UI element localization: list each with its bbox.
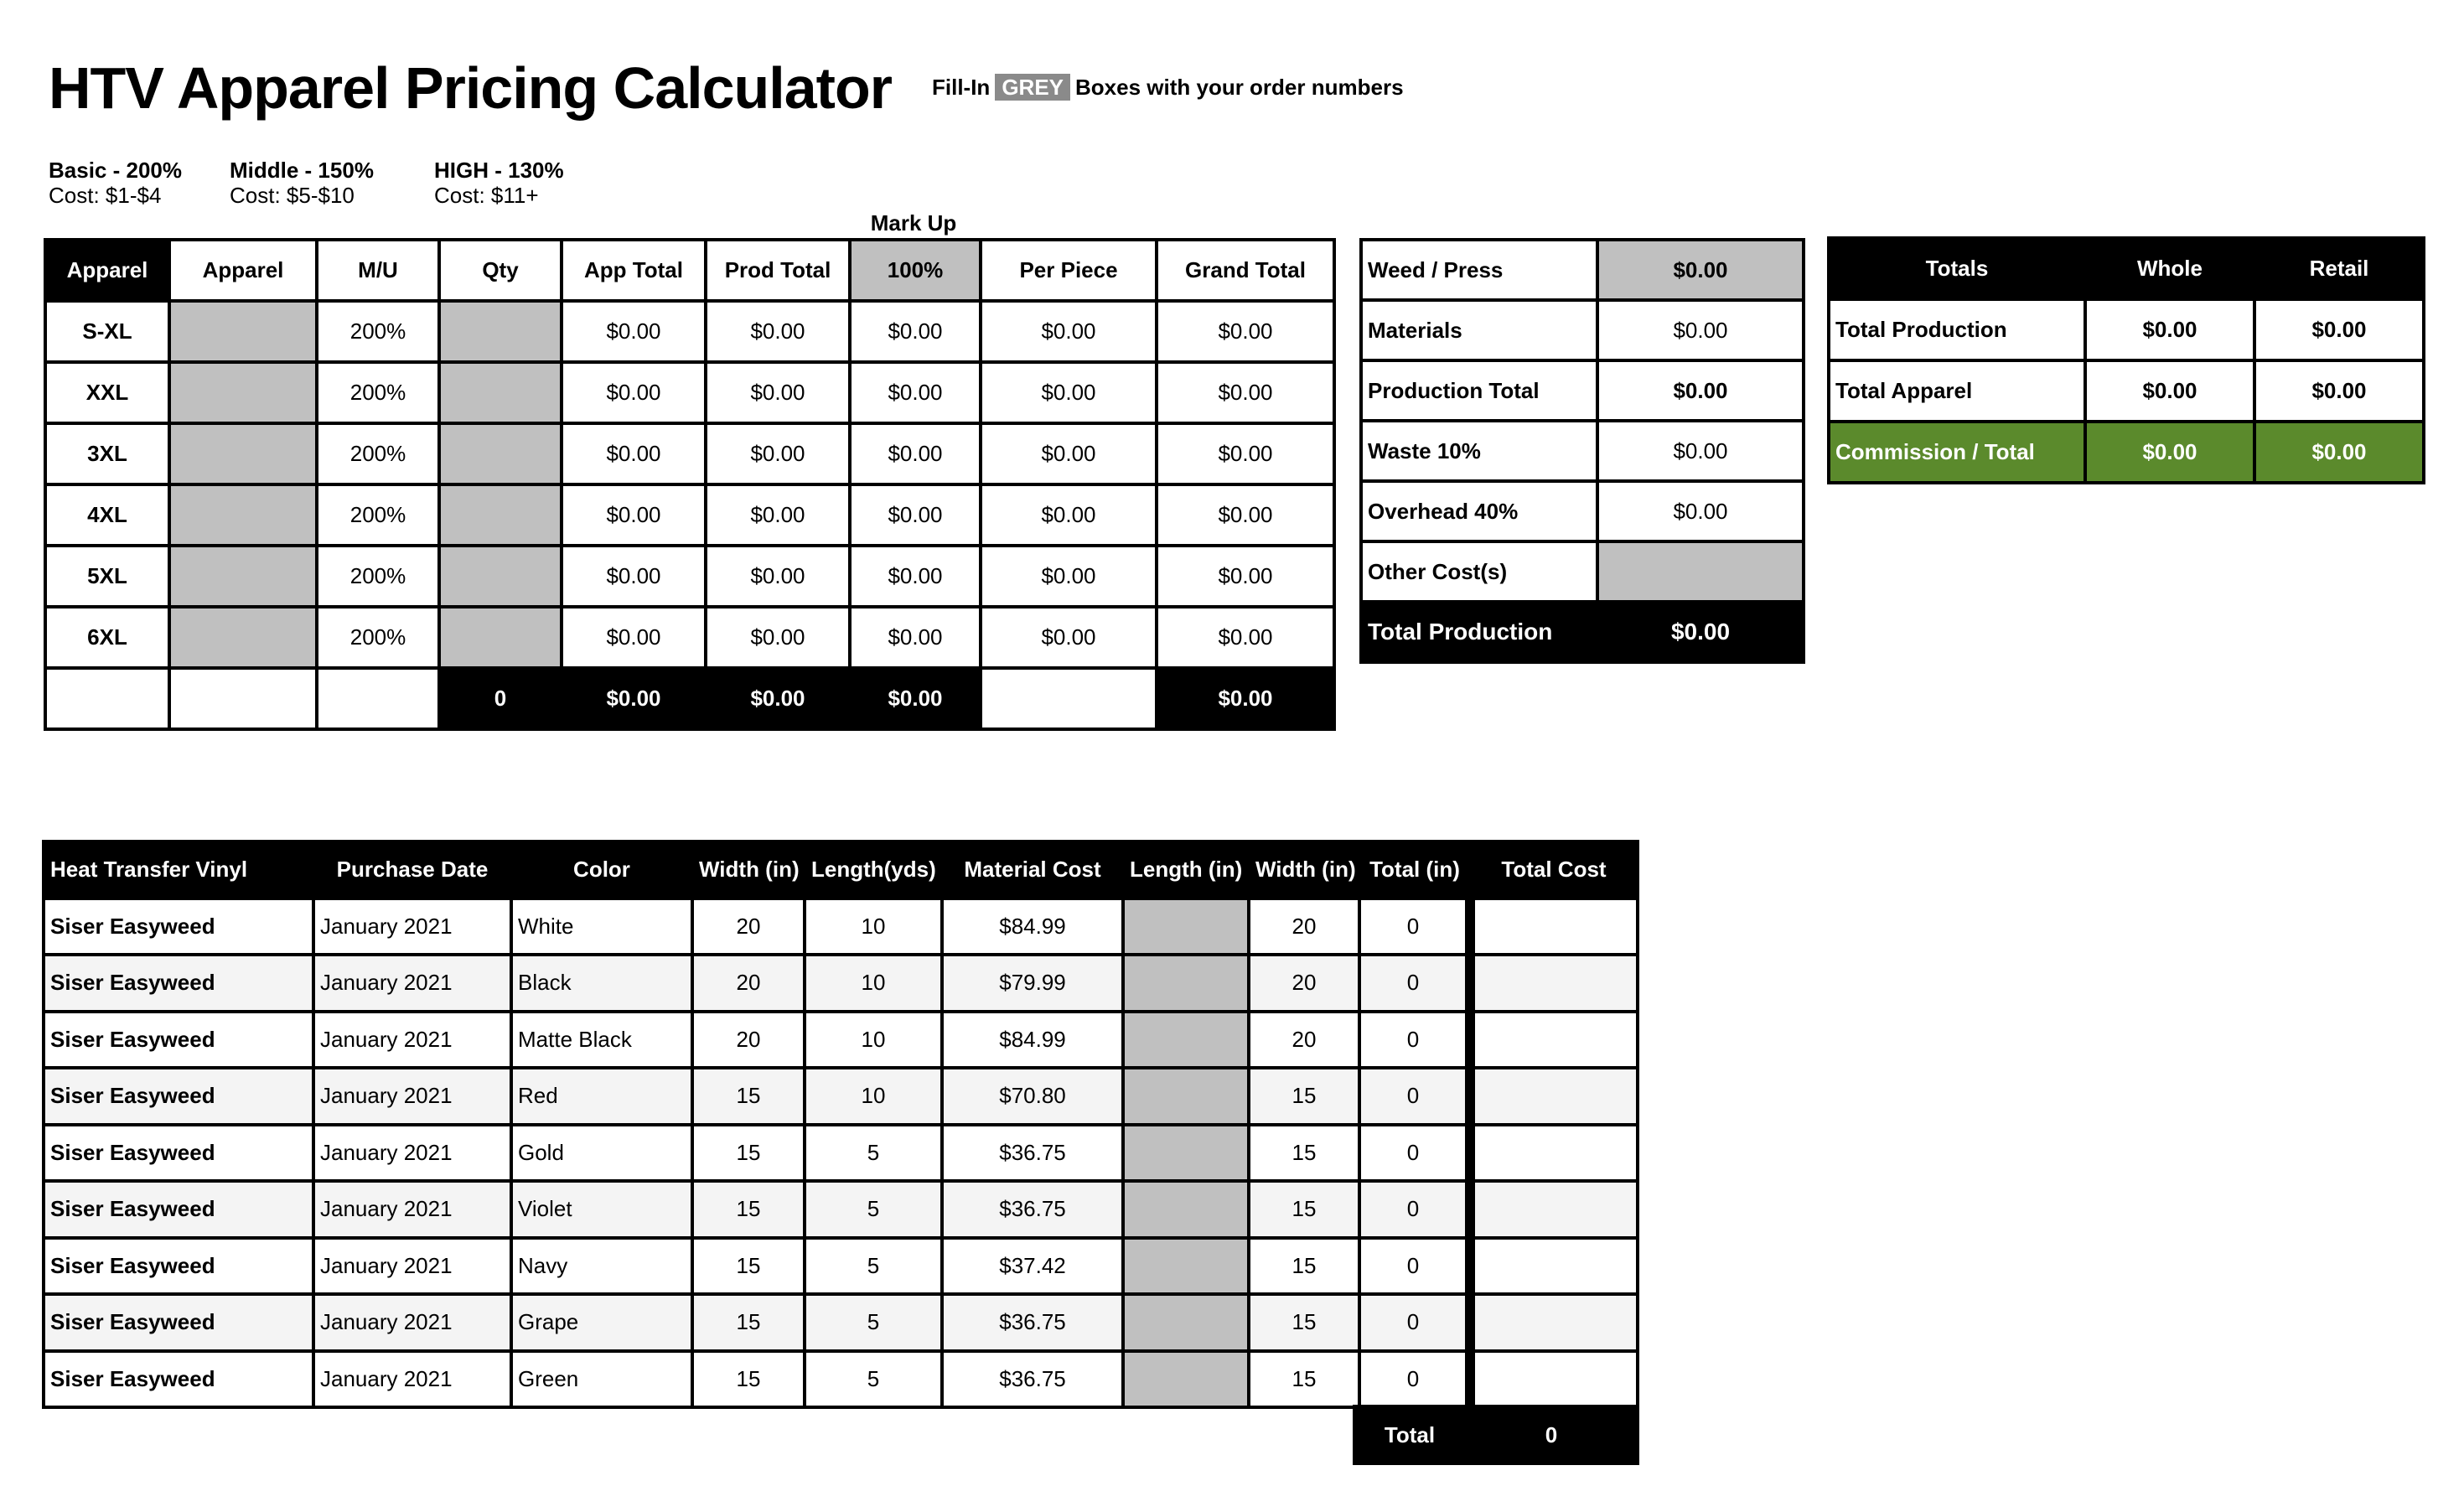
material-cost: $84.99 (942, 1012, 1123, 1069)
qty-input[interactable] (439, 607, 562, 668)
total-in: 0 (1359, 1012, 1470, 1069)
apparel-cost-input[interactable] (169, 607, 317, 668)
width-in: 15 (1249, 1294, 1359, 1351)
mu-cell: 200% (317, 607, 439, 668)
width-in: 20 (1249, 1012, 1359, 1069)
total-in: 0 (1359, 1351, 1470, 1408)
vinyl-name: Siser Easyweed (44, 1238, 313, 1295)
vinyl-color: Matte Black (511, 1012, 692, 1069)
prod-total-cell: $0.00 (706, 607, 850, 668)
overhead-label: Overhead 40% (1361, 481, 1597, 541)
app-total-cell: $0.00 (562, 546, 706, 607)
roll-width: 15 (692, 1351, 805, 1408)
width-in: 15 (1249, 1068, 1359, 1125)
total-in: 0 (1359, 1238, 1470, 1295)
total-in: 0 (1359, 1068, 1470, 1125)
markup-caption: Mark Up (870, 210, 957, 236)
qty-input[interactable] (439, 362, 562, 423)
roll-length-yds: 5 (805, 1238, 942, 1295)
vinyl-color: Red (511, 1068, 692, 1125)
purchase-date: January 2021 (313, 1181, 511, 1238)
size-cell: 6XL (45, 607, 169, 668)
total-cost (1470, 1012, 1638, 1069)
col-header-width: Width (in) (692, 841, 805, 898)
size-cell: XXL (45, 362, 169, 423)
vinyl-name: Siser Easyweed (44, 1351, 313, 1408)
tier-cost: Cost: $5-$10 (230, 183, 355, 208)
markup-cell: $0.00 (850, 423, 981, 484)
vinyl-color: White (511, 898, 692, 955)
roll-width: 15 (692, 1238, 805, 1295)
empty-cell (317, 668, 439, 729)
htv-header-row (44, 841, 1638, 898)
other-costs-input[interactable] (1597, 541, 1804, 602)
vinyl-color: Grape (511, 1294, 692, 1351)
material-cost: $79.99 (942, 955, 1123, 1012)
length-in-input[interactable] (1123, 1012, 1249, 1069)
tier-basic (49, 158, 182, 208)
tier-high (434, 158, 564, 208)
app-total-cell: $0.00 (562, 607, 706, 668)
width-in: 20 (1249, 955, 1359, 1012)
per-piece-cell: $0.00 (981, 362, 1157, 423)
material-cost: $70.80 (942, 1068, 1123, 1125)
total-apparel-whole: $0.00 (2085, 360, 2254, 422)
app-total-cell: $0.00 (562, 423, 706, 484)
width-in: 15 (1249, 1238, 1359, 1295)
table-row (1361, 240, 1804, 300)
materials-label: Materials (1361, 300, 1597, 360)
totals-header-row (1829, 238, 2424, 299)
col-header-total-in: Total (in) (1359, 841, 1470, 898)
mu-cell: 200% (317, 301, 439, 362)
total-production-label: Total Production (1829, 299, 2085, 360)
total-in: 0 (1359, 955, 1470, 1012)
roll-width: 20 (692, 1012, 805, 1069)
qty-total-cell: 0 (439, 668, 562, 729)
markup-cell: $0.00 (850, 301, 981, 362)
mu-cell: 200% (317, 423, 439, 484)
total-production-whole: $0.00 (2085, 299, 2254, 360)
empty-cell (45, 668, 169, 729)
roll-length-yds: 10 (805, 955, 942, 1012)
empty-cell (169, 668, 317, 729)
htv-total-table (1353, 1405, 1639, 1465)
col-header-per-piece: Per Piece (981, 240, 1157, 301)
apparel-totals-row (45, 668, 1334, 729)
commission-whole: $0.00 (2085, 422, 2254, 483)
length-in-input[interactable] (1123, 1068, 1249, 1125)
qty-input[interactable] (439, 484, 562, 546)
roll-length-yds: 5 (805, 1294, 942, 1351)
vinyl-name: Siser Easyweed (44, 1181, 313, 1238)
table-row (1829, 360, 2424, 422)
production-cost-table (1359, 238, 1805, 664)
roll-length-yds: 10 (805, 898, 942, 955)
weed-press-label: Weed / Press (1361, 240, 1597, 300)
table-row (45, 301, 1334, 362)
apparel-cost-input[interactable] (169, 546, 317, 607)
total-cost (1470, 1294, 1638, 1351)
col-header-qty: Qty (439, 240, 562, 301)
length-in-input[interactable] (1123, 1351, 1249, 1408)
col-header-color: Color (511, 841, 692, 898)
roll-length-yds: 10 (805, 1012, 942, 1069)
grand-total-cell: $0.00 (1157, 546, 1334, 607)
htv-table (42, 840, 1639, 1409)
col-header-grand-total: Grand Total (1157, 240, 1334, 301)
grey-chip: GREY (995, 74, 1070, 101)
total-cost (1470, 955, 1638, 1012)
markup-sum-cell: $0.00 (850, 668, 981, 729)
total-in: 0 (1359, 898, 1470, 955)
waste-label: Waste 10% (1361, 421, 1597, 481)
markup-percent-input[interactable]: 100% (850, 240, 981, 301)
mu-cell: 200% (317, 484, 439, 546)
grand-total-cell: $0.00 (1157, 362, 1334, 423)
markup-cell: $0.00 (850, 546, 981, 607)
prod-total-cell: $0.00 (706, 362, 850, 423)
size-cell: 5XL (45, 546, 169, 607)
tier-name: Basic - 200% (49, 158, 182, 183)
overhead-value: $0.00 (1597, 481, 1804, 541)
table-row (44, 955, 1638, 1012)
app-total-sum-cell: $0.00 (562, 668, 706, 729)
tier-name: HIGH - 130% (434, 158, 564, 183)
total-cost (1470, 1125, 1638, 1182)
htv-total-row (1354, 1406, 1638, 1463)
markup-cell: $0.00 (850, 484, 981, 546)
col-header-size: Apparel (45, 240, 169, 301)
vinyl-name: Siser Easyweed (44, 955, 313, 1012)
purchase-date: January 2021 (313, 1068, 511, 1125)
total-apparel-retail: $0.00 (2254, 360, 2424, 422)
roll-length-yds: 5 (805, 1351, 942, 1408)
weed-press-input[interactable]: $0.00 (1597, 240, 1804, 300)
per-piece-cell: $0.00 (981, 546, 1157, 607)
apparel-cost-input[interactable] (169, 484, 317, 546)
table-row (45, 607, 1334, 668)
length-in-input[interactable] (1123, 898, 1249, 955)
apparel-cost-input[interactable] (169, 423, 317, 484)
material-cost: $36.75 (942, 1294, 1123, 1351)
material-cost: $36.75 (942, 1125, 1123, 1182)
mu-cell: 200% (317, 362, 439, 423)
app-total-cell: $0.00 (562, 362, 706, 423)
width-in: 20 (1249, 898, 1359, 955)
mu-cell: 200% (317, 546, 439, 607)
apparel-cost-input[interactable] (169, 301, 317, 362)
col-header-length-in: Length (in) (1123, 841, 1249, 898)
col-header-totals: Totals (1829, 238, 2085, 299)
tier-cost: Cost: $1-$4 (49, 183, 162, 208)
total-apparel-label: Total Apparel (1829, 360, 2085, 422)
purchase-date: January 2021 (313, 1238, 511, 1295)
empty-cell (981, 668, 1157, 729)
table-row (44, 1181, 1638, 1238)
app-total-cell: $0.00 (562, 484, 706, 546)
width-in: 15 (1249, 1181, 1359, 1238)
material-cost: $37.42 (942, 1238, 1123, 1295)
totals-table (1827, 236, 2425, 484)
table-row (1829, 299, 2424, 360)
table-row (1361, 481, 1804, 541)
prod-total-cell: $0.00 (706, 484, 850, 546)
roll-length-yds: 5 (805, 1181, 942, 1238)
prod-total-sum-cell: $0.00 (706, 668, 850, 729)
commission-label: Commission / Total (1829, 422, 2085, 483)
material-cost: $36.75 (942, 1181, 1123, 1238)
prod-total-cell: $0.00 (706, 423, 850, 484)
commission-retail: $0.00 (2254, 422, 2424, 483)
purchase-date: January 2021 (313, 1125, 511, 1182)
tier-cost: Cost: $11+ (434, 183, 539, 208)
vinyl-color: Gold (511, 1125, 692, 1182)
col-header-app-total: App Total (562, 240, 706, 301)
grand-total-sum-cell: $0.00 (1157, 668, 1334, 729)
total-production-value: $0.00 (1597, 602, 1804, 662)
col-header-total-cost: Total Cost (1470, 841, 1638, 898)
table-row (1361, 421, 1804, 481)
htv-total-value: 0 (1465, 1406, 1638, 1463)
qty-input[interactable] (439, 546, 562, 607)
length-in-input[interactable] (1123, 1181, 1249, 1238)
table-row (44, 898, 1638, 955)
vinyl-color: Violet (511, 1181, 692, 1238)
length-in-input[interactable] (1123, 1125, 1249, 1182)
total-production-retail: $0.00 (2254, 299, 2424, 360)
length-in-input[interactable] (1123, 955, 1249, 1012)
total-in: 0 (1359, 1125, 1470, 1182)
col-header-prod-total: Prod Total (706, 240, 850, 301)
per-piece-cell: $0.00 (981, 607, 1157, 668)
markup-cell: $0.00 (850, 362, 981, 423)
roll-width: 15 (692, 1181, 805, 1238)
size-cell: S-XL (45, 301, 169, 362)
qty-input[interactable] (439, 301, 562, 362)
table-row (45, 423, 1334, 484)
table-row (1361, 360, 1804, 421)
roll-width: 15 (692, 1125, 805, 1182)
table-row (1361, 541, 1804, 602)
app-total-cell: $0.00 (562, 301, 706, 362)
col-header-vinyl: Heat Transfer Vinyl (44, 841, 313, 898)
apparel-table (44, 238, 1336, 731)
purchase-date: January 2021 (313, 1294, 511, 1351)
commission-row (1829, 422, 2424, 483)
roll-width: 15 (692, 1068, 805, 1125)
purchase-date: January 2021 (313, 1351, 511, 1408)
total-cost (1470, 1068, 1638, 1125)
vinyl-color: Green (511, 1351, 692, 1408)
purchase-date: January 2021 (313, 955, 511, 1012)
grand-total-cell: $0.00 (1157, 423, 1334, 484)
total-cost (1470, 1238, 1638, 1295)
table-row (44, 1351, 1638, 1408)
vinyl-color: Navy (511, 1238, 692, 1295)
per-piece-cell: $0.00 (981, 423, 1157, 484)
purchase-date: January 2021 (313, 1012, 511, 1069)
page-title: HTV Apparel Pricing Calculator (49, 55, 892, 121)
col-header-length-yds: Length(yds) (805, 841, 942, 898)
width-in: 15 (1249, 1351, 1359, 1408)
apparel-cost-input[interactable] (169, 362, 317, 423)
col-header-apparel: Apparel (169, 240, 317, 301)
length-in-input[interactable] (1123, 1238, 1249, 1295)
instructions (932, 72, 1404, 102)
grand-total-cell: $0.00 (1157, 484, 1334, 546)
roll-length-yds: 10 (805, 1068, 942, 1125)
prod-total-cell: $0.00 (706, 301, 850, 362)
table-row (44, 1238, 1638, 1295)
table-row (45, 484, 1334, 546)
total-cost (1470, 1351, 1638, 1408)
apparel-header-row (45, 240, 1334, 301)
col-header-purchase-date: Purchase Date (313, 841, 511, 898)
instruction-suffix: Boxes with your order numbers (1075, 75, 1404, 100)
table-row (44, 1012, 1638, 1069)
per-piece-cell: $0.00 (981, 484, 1157, 546)
instruction-prefix: Fill-In (932, 75, 991, 100)
col-header-mu: M/U (317, 240, 439, 301)
table-row (45, 546, 1334, 607)
vinyl-name: Siser Easyweed (44, 1294, 313, 1351)
roll-width: 15 (692, 1294, 805, 1351)
roll-length-yds: 5 (805, 1125, 942, 1182)
production-total-label: Production Total (1361, 360, 1597, 421)
length-in-input[interactable] (1123, 1294, 1249, 1351)
prod-total-cell: $0.00 (706, 546, 850, 607)
width-in: 15 (1249, 1125, 1359, 1182)
material-cost: $36.75 (942, 1351, 1123, 1408)
total-production-label: Total Production (1361, 602, 1597, 662)
grand-total-cell: $0.00 (1157, 301, 1334, 362)
table-row (44, 1294, 1638, 1351)
roll-width: 20 (692, 955, 805, 1012)
total-in: 0 (1359, 1181, 1470, 1238)
size-cell: 4XL (45, 484, 169, 546)
htv-total-label: Total (1354, 1406, 1465, 1463)
col-header-whole: Whole (2085, 238, 2254, 299)
grand-total-cell: $0.00 (1157, 607, 1334, 668)
col-header-material-cost: Material Cost (942, 841, 1123, 898)
materials-value: $0.00 (1597, 300, 1804, 360)
markup-cell: $0.00 (850, 607, 981, 668)
vinyl-name: Siser Easyweed (44, 898, 313, 955)
col-header-width-in: Width (in) (1249, 841, 1359, 898)
tier-middle (230, 158, 374, 208)
vinyl-color: Black (511, 955, 692, 1012)
vinyl-name: Siser Easyweed (44, 1068, 313, 1125)
table-row (44, 1125, 1638, 1182)
total-cost (1470, 1181, 1638, 1238)
size-cell: 3XL (45, 423, 169, 484)
per-piece-cell: $0.00 (981, 301, 1157, 362)
roll-width: 20 (692, 898, 805, 955)
production-total-value: $0.00 (1597, 360, 1804, 421)
total-cost (1470, 898, 1638, 955)
total-in: 0 (1359, 1294, 1470, 1351)
vinyl-name: Siser Easyweed (44, 1125, 313, 1182)
material-cost: $84.99 (942, 898, 1123, 955)
col-header-retail: Retail (2254, 238, 2424, 299)
waste-value: $0.00 (1597, 421, 1804, 481)
total-production-row (1361, 602, 1804, 662)
purchase-date: January 2021 (313, 898, 511, 955)
qty-input[interactable] (439, 423, 562, 484)
other-costs-label: Other Cost(s) (1361, 541, 1597, 602)
vinyl-name: Siser Easyweed (44, 1012, 313, 1069)
table-row (44, 1068, 1638, 1125)
table-row (1361, 300, 1804, 360)
table-row (45, 362, 1334, 423)
tier-name: Middle - 150% (230, 158, 374, 183)
